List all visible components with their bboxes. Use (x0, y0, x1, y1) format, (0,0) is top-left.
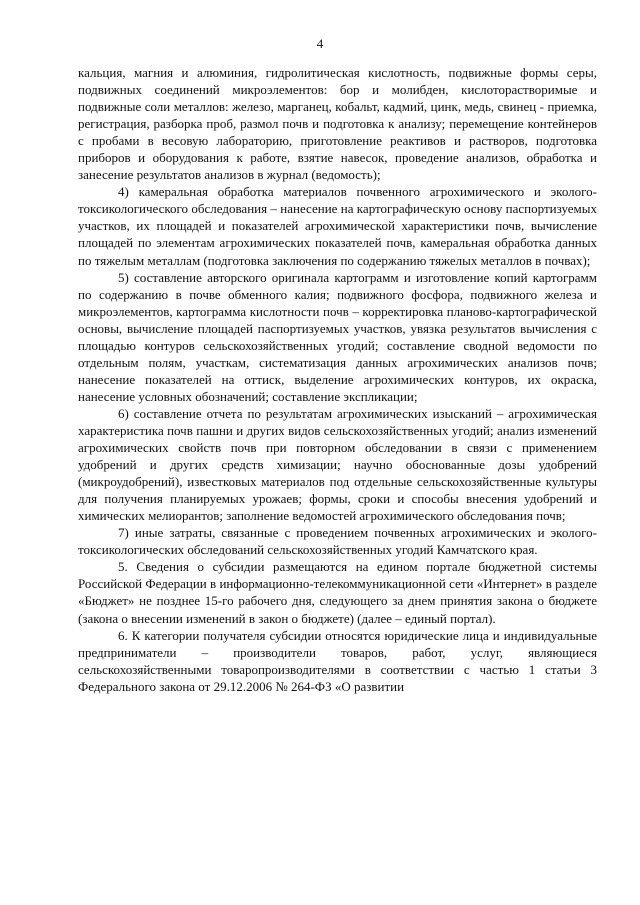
paragraph-clause-5: 5. Сведения о субсидии размещаются на едином портале бюджетной системы Российской Федерации в информационно-телекоммуникационной сети «Интернет» в разделе «Бюджет» не позднее 15-го рабочего дня, следующего за днем принятия закона о бюджете (закона о внесении изменений в закон о бюджете) (далее – единый портал). (78, 559, 597, 626)
document-body (78, 64, 597, 695)
paragraph-continuation: кальция, магния и алюминия, гидролитическая кислотность, подвижные формы серы, подвижных соединений микроэлементов: бор и молибден, кислоторастворимые и подвижные соли металлов: железо, марганец, кобальт, кадмий, цинк, медь, свинец - приемка, регистрация, разборка проб, размол почв и подготовка к анализу; перемещение контейнеров с пробами в весовую лабораторию, приготовление реактивов и растворов, подготовка приборов и оборудования к работе, взятие навесок, проведение анализов, обработка и занесение результатов анализов в журнал (ведомость); (78, 65, 597, 183)
paragraph-item-6: 6) составление отчета по результатам агрохимических изысканий – агрохимическая характеристика почв пашни и других видов сельскохозяйственных угодий; анализ изменений агрохимических свойств почв при повторном обследовании в связи с применением удобрений и других средств химизации; научно обоснованные дозы удобрений (микроудобрений), известковых материалов под отдельные сельскохозяйственные культуры для получения планируемых урожаев; формы, сроки и способы внесения удобрений и химических мелиорантов; заполнение ведомостей агрохимического обследования почв; (78, 405, 597, 524)
paragraph-clause-6: 6. К категории получателя субсидии относятся юридические лица и индивидуальные предприниматели – производители товаров, работ, услуг, являющиеся сельскохозяйственными товаропроизводителями в соответствии с частью 1 статьи 3 Федерального закона от 29.12.2006 № 264-ФЗ «О развитии (78, 627, 597, 694)
paragraph-item-5: 5) составление авторского оригинала картограмм и изготовление копий картограмм по содержанию в почве обменного калия; подвижного фосфора, подвижного железа и микроэлементов, картограмма кислотности почв – корректировка планово-картографической основы, вычисление площадей паспортизуемых участков, увязка результатов вычисления с площадью контуров сельскохозяйственных угодий; составление сводной ведомости по отдельным полям, участкам, систематизация данных агрохимических анализов почв; нанесение показателей на оттиск, выделение агрохимических контуров, их окраска, нанесение условных обозначений; составление экспликации; (78, 269, 597, 404)
paragraph-item-7: 7) иные затраты, связанные с проведением почвенных агрохимических и эколого-токсикологических обследований сельскохозяйственных угодий Камчатского края. (78, 525, 597, 558)
page-number: 4 (316, 36, 324, 51)
paragraph-item-4: 4) камеральная обработка материалов почвенного агрохимического и эколого-токсикологического обследования – нанесение на картографическую основу паспортизуемых участков, их площадей и показателей агрохимической характеристики почв, вычисление площадей по элементам агрохимических показателей почв, камеральная обработка данных по тяжелым металлам (подготовка заключения по содержанию тяжелых металлов в почвах); (78, 184, 597, 268)
